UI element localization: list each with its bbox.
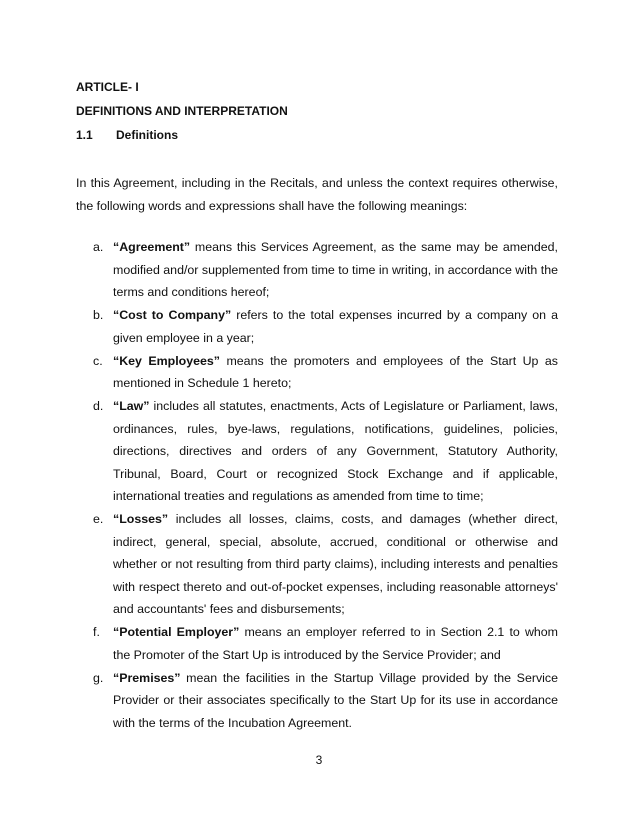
definition-item <box>76 236 558 304</box>
definition-item <box>76 621 558 666</box>
definition-item <box>76 508 558 621</box>
definitions-list <box>76 236 558 735</box>
definition-letter: b. <box>93 308 104 322</box>
definition-term: “Key Employees” <box>113 353 221 368</box>
definition-term: “Cost to Company” <box>113 308 232 322</box>
definition-item <box>76 350 558 395</box>
definition-letter: e. <box>93 512 104 526</box>
definition-text: includes all statutes, enactments, Acts of Legislature or Parliament, laws, ordinances, rules, bye-laws, regulations, notifications, guidelines, policies, directions, directives and orders of any Government, Statutory Authority, Tribunal, Board, Court or recognized Stock Exchange and if applicable, international treaties and regulations as amended from time to time; <box>113 399 558 503</box>
section-title: Definitions <box>116 128 178 142</box>
section-number: 1.1 <box>76 128 93 142</box>
definition-letter: f. <box>93 625 100 639</box>
definition-term: “Premises” <box>113 670 181 685</box>
definition-term: “Potential Employer” <box>113 625 240 639</box>
definition-text: means an employer referred to in Section 2.1 to whom the Promoter of the Start Up is introduced by the Service Provider; and <box>113 625 558 662</box>
definition-text: mean the facilities in the Startup Village provided by the Service Provider or their associates specifically to the Start Up for its use in accordance with the terms of the Incubation Agreement. <box>113 670 558 730</box>
intro-paragraph: In this Agreement, including in the Recitals, and unless the context requires otherwise, the following words and expressions shall have the following meanings: <box>76 176 558 213</box>
definition-term: “Agreement” <box>113 240 191 254</box>
definition-term: “Law” <box>113 399 150 413</box>
section-heading <box>76 127 178 143</box>
definition-letter: d. <box>93 399 104 413</box>
definition-item <box>76 667 558 735</box>
definition-text: means this Services Agreement, as the same may be amended, modified and/or supplemented from time to time in writing, in accordance with the terms and conditions hereof; <box>113 240 558 299</box>
definition-letter: a. <box>93 240 104 254</box>
page-number: 3 <box>315 753 323 767</box>
definition-item <box>76 304 558 349</box>
definition-text: includes all losses, claims, costs, and damages (whether direct, indirect, general, special, absolute, accrued, conditional or otherwise and whether or not resulting from third party claims), including interests and penalties with respect thereto and out-of-pocket expenses, including reasonable attorneys' and accountants' fees and disbursements; <box>113 512 558 616</box>
article-label: ARTICLE- I <box>76 80 139 94</box>
definition-text: means the promoters and employees of the Start Up as mentioned in Schedule 1 hereto; <box>113 353 558 390</box>
definition-text: refers to the total expenses incurred by a company on a given employee in a year; <box>113 308 558 345</box>
definition-item <box>76 395 558 508</box>
definition-letter: g. <box>93 670 104 685</box>
article-title: DEFINITIONS AND INTERPRETATION <box>76 104 288 118</box>
definition-letter: c. <box>93 353 103 368</box>
definition-term: “Losses” <box>113 512 169 526</box>
